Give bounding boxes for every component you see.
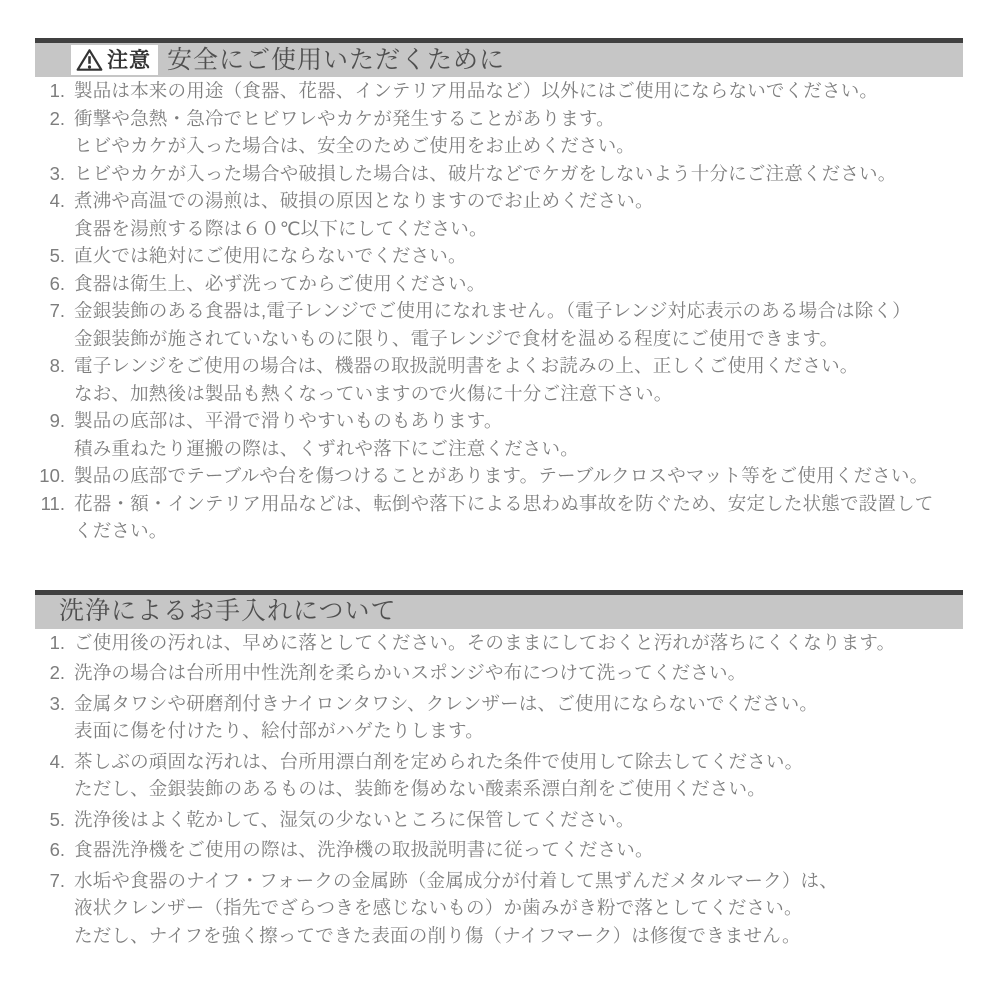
item-text: 水垢や食器のナイフ・フォークの金属跡（金属成分が付着して黒ずんだメタルマーク）は、 液状クレンザー（指先でざらつきを感じないもの）か歯みがき粉で落としてください。 ただし、ナイフを強く擦ってできた表面の削り傷（ナイフマーク）は修復できません。	[74, 869, 838, 946]
item-text: 花器・額・インテリア用品などは、転倒や落下による思わぬ事故を防ぐため、安定した状態で設置して ください。	[74, 492, 934, 541]
item-text: 洗浄の場合は台所用中性洗剤を柔らかいスポンジや布につけて洗ってください。	[74, 662, 747, 683]
safety-section-header	[35, 38, 963, 77]
item-number: 1.	[49, 80, 65, 101]
list-item	[35, 659, 963, 687]
item-text: 製品の底部でテーブルや台を傷つけることがあります。テーブルクロスやマット等をご使用ください。	[74, 465, 929, 486]
item-text: ヒビやカケが入った場合や破損した場合は、破片などでケガをしないよう十分にご注意ください。	[74, 162, 897, 184]
item-number: 4.	[49, 750, 65, 772]
list-item	[35, 270, 963, 298]
list-item	[35, 690, 963, 745]
item-text: 茶しぶの頑固な汚れは、台所用漂白剤を定められた条件で使用して除去してください。 ただし、金銀装飾のあるものは、装飾を傷めない酸素系漂白剤をご使用ください。	[74, 750, 804, 799]
list-item	[35, 867, 963, 950]
list-item	[35, 748, 963, 803]
list-item	[35, 187, 963, 242]
item-text: 食器洗浄機をご使用の際は、洗浄機の取扱説明書に従ってください。	[74, 839, 654, 860]
item-text: 電子レンジをご使用の場合は、機器の取扱説明書をよくお読みの上、正しくご使用ください。 なお、加熱後は製品も熱くなっていますので火傷に十分ご注意下さい。	[74, 355, 859, 404]
list-item	[35, 297, 963, 352]
caution-badge-label: 注意	[107, 48, 151, 72]
cleaning-instruction-list	[35, 629, 963, 950]
list-item	[35, 105, 963, 160]
list-item	[35, 352, 963, 407]
item-number: 4.	[49, 190, 65, 211]
item-number: 7.	[49, 300, 65, 321]
item-number: 2.	[49, 662, 65, 683]
item-text: 洗浄後はよく乾かして、湿気の少ないところに保管してください。	[74, 808, 635, 830]
item-text: 食器は衛生上、必ず洗ってからご使用ください。	[74, 272, 486, 294]
cleaning-section-header	[35, 590, 963, 629]
list-item	[35, 77, 963, 105]
list-item	[35, 629, 963, 657]
item-number: 5.	[49, 245, 65, 266]
item-number: 8.	[49, 355, 65, 376]
safety-instruction-list	[35, 77, 963, 545]
item-number: 11.	[40, 492, 65, 514]
item-number: 7.	[49, 869, 65, 891]
item-number: 10.	[39, 465, 65, 486]
list-item	[35, 407, 963, 462]
cleaning-section-title: 洗浄によるお手入れについて	[59, 597, 397, 625]
item-number: 6.	[49, 272, 65, 294]
item-number: 2.	[49, 107, 65, 129]
list-item	[35, 160, 963, 188]
item-number: 5.	[49, 808, 65, 830]
item-text: 直火では絶対にご使用にならないでください。	[74, 245, 467, 266]
item-text: 製品の底部は、平滑で滑りやすいものもあります。 積み重ねたり運搬の際は、くずれや落下にご注意ください。	[74, 410, 579, 459]
list-item	[35, 242, 963, 270]
list-item	[35, 836, 963, 864]
item-text: 金属タワシや研磨剤付きナイロンタワシ、クレンザーは、ご使用にならないでください。 表面に傷を付けたり、絵付部がハゲたりします。	[74, 692, 819, 741]
caution-badge	[71, 45, 158, 75]
item-number: 6.	[49, 839, 65, 860]
warning-triangle-icon	[76, 48, 103, 72]
item-text: 製品は本来の用途（食器、花器、インテリア用品など）以外にはご使用にならないでください。	[74, 80, 879, 101]
item-number: 1.	[49, 631, 65, 653]
item-text: 煮沸や高温での湯煎は、破損の原因となりますのでお止めください。 食器を湯煎する際は６０℃以下にしてください。	[74, 190, 654, 239]
item-text: 衝撃や急熱・急冷でヒビワレやカケが発生することがあります。 ヒビやカケが入った場合は、安全のためご使用をお止めください。	[74, 107, 636, 156]
item-text: 金銀装飾のある食器は,電子レンジでご使用になれません。（電子レンジ対応表示のある場合は除く） 金銀装飾が施されていないものに限り、電子レンジで食材を温める程度にご使用できます。	[74, 300, 911, 349]
item-text: ご使用後の汚れは、早めに落としてください。そのままにしておくと汚れが落ちにくくなります。	[74, 631, 896, 653]
list-item	[35, 806, 963, 834]
safety-section-title: 安全にご使用いただくために	[167, 45, 506, 74]
item-number: 9.	[49, 410, 65, 431]
item-number: 3.	[49, 692, 65, 714]
list-item	[35, 462, 963, 490]
list-item	[35, 490, 963, 545]
item-number: 3.	[49, 162, 65, 184]
